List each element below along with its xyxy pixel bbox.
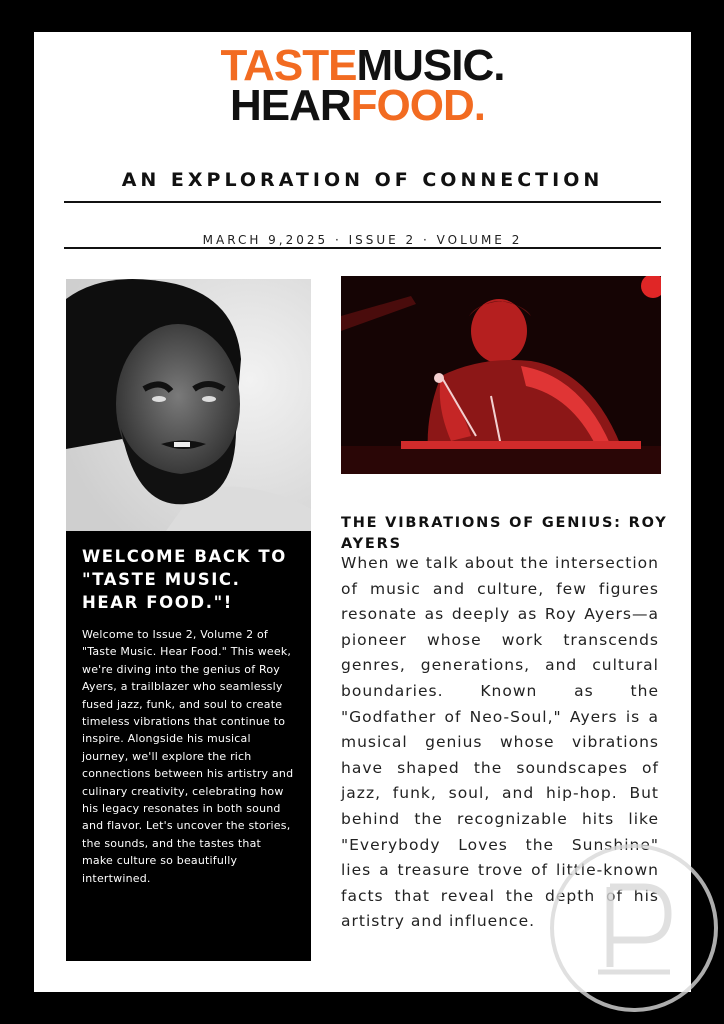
masthead-subtitle: AN EXPLORATION OF CONNECTION: [121, 169, 604, 191]
article-title: THE VIBRATIONS OF GENIUS: ROY AYERS: [341, 515, 668, 552]
logo-food: FOOD.: [350, 81, 485, 130]
performance-photo: [341, 276, 661, 474]
divider-bottom: [64, 247, 661, 249]
welcome-box: [66, 531, 311, 961]
welcome-heading: WELCOME BACK TO "TASTE MUSIC. HEAR FOOD."!: [82, 547, 287, 612]
newsletter-page: [34, 32, 691, 992]
logo-taste: TASTE: [220, 41, 357, 90]
divider-top: [64, 201, 661, 203]
welcome-body: Welcome to Issue 2, Volume 2 of "Taste Music. Hear Food." This week, we're diving into the genius of Roy Ayers, a trailblazer who seamlessly fused jazz, funk, and soul to create timeless vibrations that continue to inspire. Alongside his musical journey, we'll explore the rich connections between his artistry and culinary creativity, celebrating how his legacy resonates in both sound and flavor. Let's uncover the stories, the sounds, and the tastes that make culture so beautifully intertwined.: [82, 628, 294, 885]
logo-music: MUSIC.: [356, 41, 505, 90]
issue-line: MARCH 9,2025 · ISSUE 2 · VOLUME 2: [202, 233, 523, 247]
masthead-logo: [34, 41, 691, 130]
logo-hear: HEAR: [229, 81, 351, 130]
portrait-photo: [66, 279, 311, 531]
article-body: When we talk about the intersection of music and culture, few figures resonate as deeply as Roy Ayers—a pioneer whose work transcends genres, generations, and cultural boundaries. Known as the "Godfather of Neo-Soul," Ayers is a musical genius whose vibrations have shaped the soundscapes of jazz, funk, soul, and hip-hop. But behind the recognizable hits like "Everybody Loves the Sunshine" lies a treasure trove of little-known facts that reveal the depth of his artistry and influence.: [341, 554, 659, 931]
